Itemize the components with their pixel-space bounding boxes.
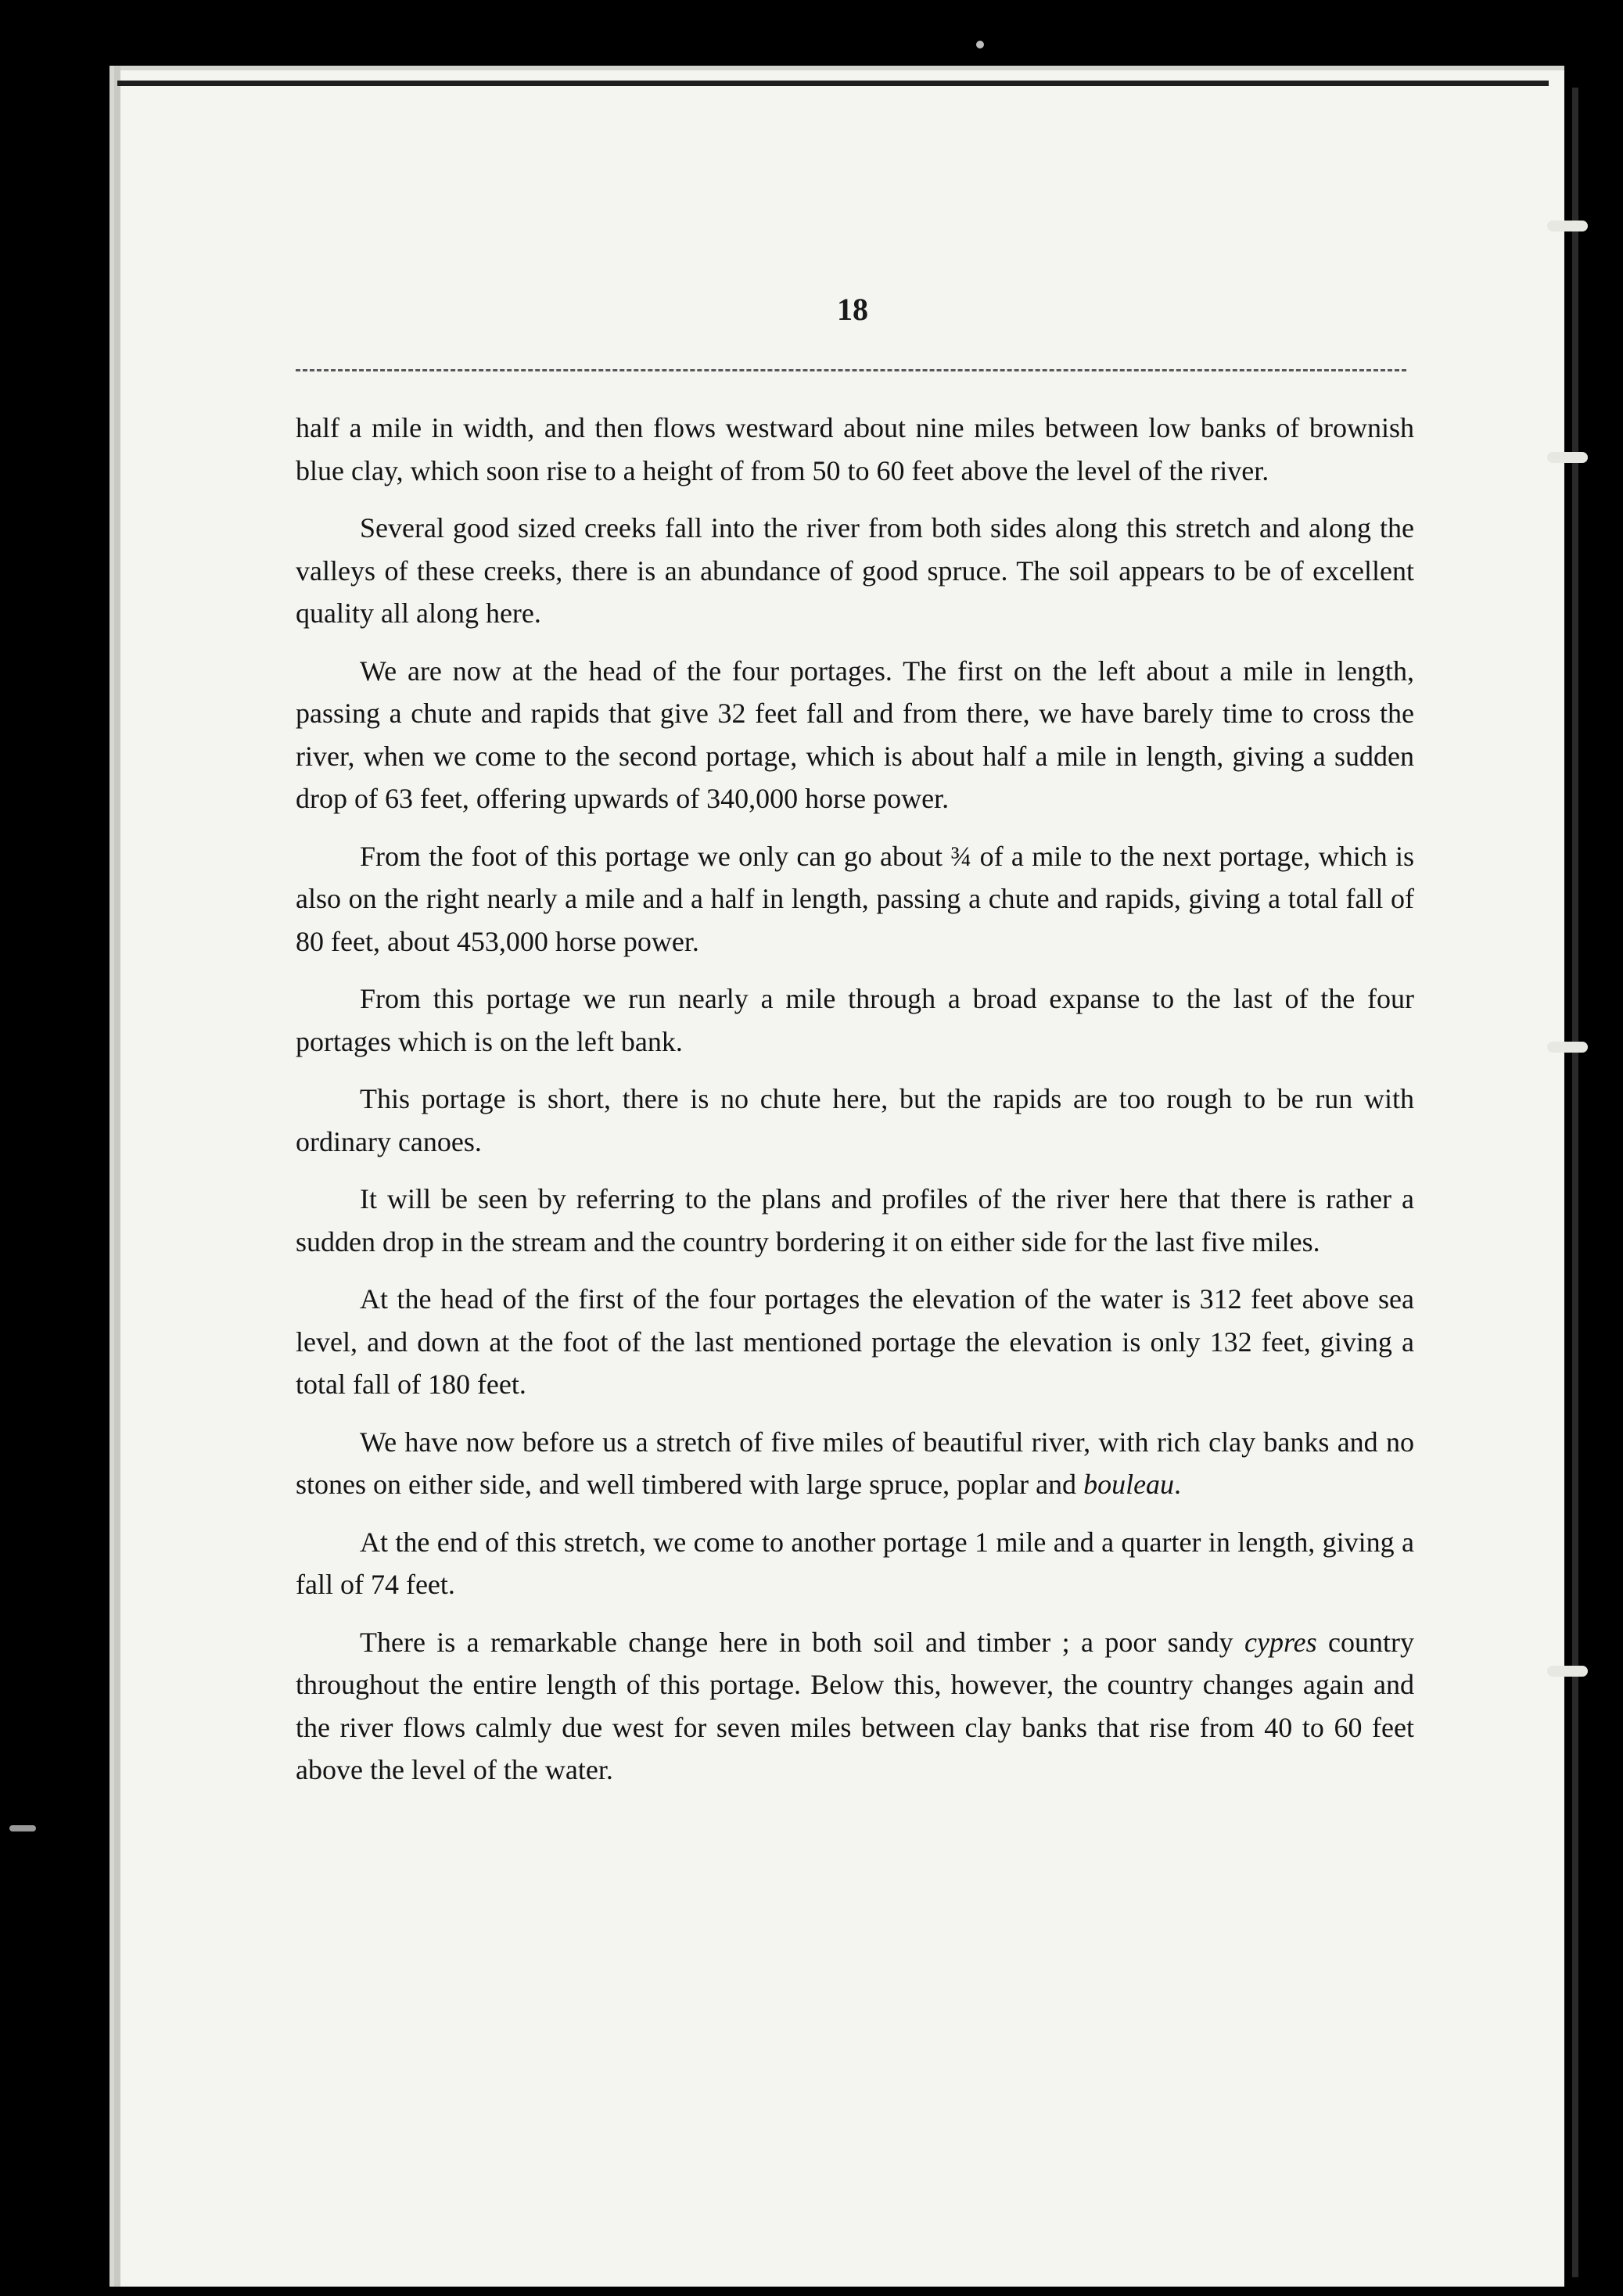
paragraph: From the foot of this portage we only can go about ¾ of a mile to the next portage, which is also on the right nearly a mile and a half in length, passing a chute and rapids, giving a total fall of 80 feet, about 453,000 horse power. xyxy=(296,840,1414,957)
paragraph: At the head of the first of the four portages the elevation of the water is 312 feet above sea level, and down at the foot of the last mentioned portage the elevation is only 132 feet, giving a total fall of 180 feet. xyxy=(296,1283,1414,1400)
scan-speck xyxy=(9,1825,36,1831)
paragraph-text: There is a remarkable change here in both soil and timber ; a poor sandy xyxy=(360,1626,1245,1658)
paragraph: half a mile in width, and then flows westward about nine miles between low banks of brownish blue clay, which soon rise to a height of from 50 to 60 feet above the level of the river. xyxy=(296,412,1414,486)
paragraph-text: . xyxy=(1174,1469,1182,1500)
body-text xyxy=(296,407,1414,1806)
paragraph-text: country throughout the entire length of this portage. Below this, however, the country changes again and the river flows calmly due west for seven miles between clay banks that rise from 40 to 60 feet above the level of the water. xyxy=(296,1626,1415,1785)
italic-term: cypres xyxy=(1244,1626,1317,1658)
binding-mark xyxy=(1547,1042,1588,1053)
binding-mark xyxy=(1547,452,1588,463)
paragraph: Several good sized creeks fall into the river from both sides along this stretch and along the valleys of these creeks, there is an abundance of good spruce. The soil appears to be of excellent quality all along here. xyxy=(296,512,1414,629)
paragraph: At the end of this stretch, we come to another portage 1 mile and a quarter in length, giving a fall of 74 feet. xyxy=(296,1526,1414,1600)
italic-term: bouleau xyxy=(1083,1469,1175,1500)
paragraph: It will be seen by referring to the plans and profiles of the river here that there is rather a sudden drop in the stream and the country bordering it on either side for the last five miles. xyxy=(296,1183,1414,1257)
paragraph: We are now at the head of the four portages. The first on the left about a mile in length, passing a chute and rapids that give 32 feet fall and from there, we have barely time to cross the river, when we come to the second portage, which is about half a mile in length, giving a sudden drop of 63 feet, offering upwards of 340,000 horse power. xyxy=(296,655,1414,814)
binding-mark xyxy=(1547,1666,1588,1677)
paragraph xyxy=(296,1421,1414,1506)
paragraph xyxy=(296,1621,1414,1792)
header-rule xyxy=(296,369,1406,371)
paragraph: This portage is short, there is no chute here, but the rapids are too rough to be run with ordinary canoes. xyxy=(296,1083,1414,1157)
page-top-edge xyxy=(117,81,1549,86)
paragraph-text: We have now before us a stretch of five miles of beautiful river, with rich clay banks and no stones on either side, and well timbered with large spruce, poplar and xyxy=(296,1426,1414,1500)
binding-line xyxy=(1572,88,1578,2277)
binding-mark xyxy=(1547,221,1588,231)
page-number: 18 xyxy=(837,292,868,327)
paragraph: From this portage we run nearly a mile through a broad expanse to the last of the four portages which is on the left bank. xyxy=(296,983,1414,1057)
scan-speck xyxy=(976,41,984,48)
